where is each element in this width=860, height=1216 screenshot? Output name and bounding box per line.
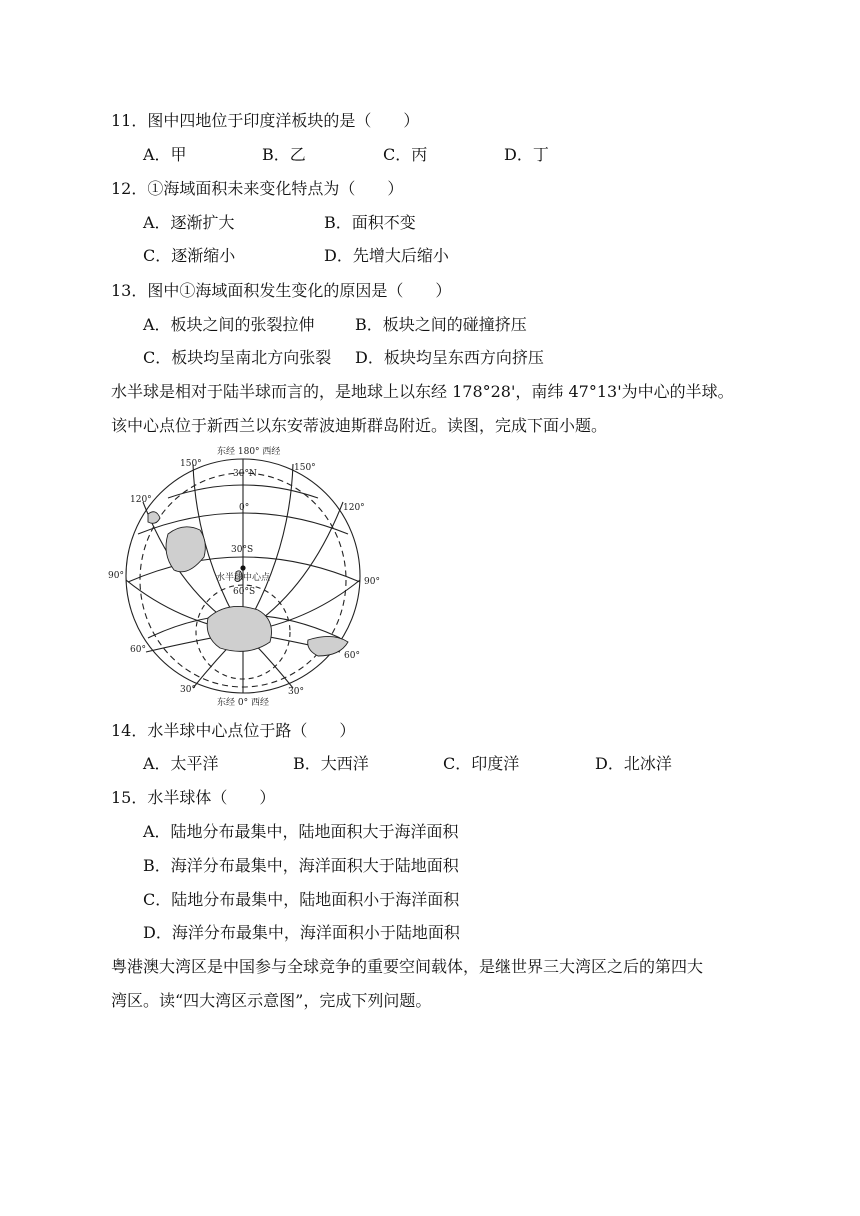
- q15-option-d: D．海洋分布最集中，海洋面积小于陆地面积: [143, 923, 460, 942]
- q14-option-d: D．北冰洋: [595, 754, 672, 773]
- q13-stem: 13．图中①海域面积发生变化的原因是（ ）: [111, 281, 452, 300]
- q15-stem: 15．水半球体（ ）: [111, 788, 276, 807]
- q13-option-a: A．板块之间的张裂拉伸: [143, 315, 315, 334]
- map-bottom-label: 东经 0° 西经: [217, 698, 269, 708]
- q13-option-d: D．板块均呈东西方向挤压: [355, 348, 544, 367]
- q12-option-c: C．逐渐缩小: [143, 246, 236, 265]
- q12-stem: 12．①海域面积未来变化特点为（ ）: [111, 179, 404, 198]
- australia-landmass: [166, 527, 205, 572]
- lon-label-60-left: 60°: [130, 645, 146, 655]
- lat-label-0: 0°: [239, 503, 250, 513]
- q14-option-a: A．太平洋: [143, 754, 219, 773]
- lat-label-60s: 60°S: [233, 587, 256, 597]
- south-america-tip-landmass: [308, 636, 348, 656]
- water-intro-line1: 水半球是相对于陆半球而言的，是地球上以东经 178°28'，南纬 47°13'为中心的半球。: [111, 382, 734, 401]
- bay-intro-line1: 粤港澳大湾区是中国参与全球竞争的重要空间载体，是继世界三大湾区之后的第四大: [111, 957, 704, 976]
- bay-intro-line2: 湾区。读“四大湾区示意图”，完成下列问题。: [111, 991, 432, 1010]
- lat-label-30s: 30°S: [231, 545, 254, 555]
- lon-label-90-right: 90°: [364, 577, 380, 587]
- q15-option-b: B．海洋分布最集中，海洋面积大于陆地面积: [143, 856, 459, 875]
- lon-label-30-left: 30°: [180, 685, 196, 695]
- q14-stem: 14．水半球中心点位于路（ ）: [111, 721, 356, 740]
- asia-islands-landmass: [148, 512, 160, 524]
- lon-label-150-left: 150°: [180, 459, 202, 469]
- water-hemisphere-center-label: 水半球中心点: [216, 573, 271, 583]
- q11-option-a: A．甲: [143, 145, 187, 164]
- q11-option-c: C．丙: [383, 145, 428, 164]
- q11-option-d: D．丁: [504, 145, 549, 164]
- water-hemisphere-map: [108, 442, 388, 710]
- q12-option-b: B．面积不变: [324, 213, 416, 232]
- water-hemisphere-center-dot: [240, 565, 245, 570]
- q12-option-a: A．逐渐扩大: [143, 213, 235, 232]
- lon-label-60-right: 60°: [344, 651, 360, 661]
- antarctica-landmass: [207, 606, 271, 651]
- q14-option-b: B．大西洋: [293, 754, 369, 773]
- map-top-label: 东经 180° 西经: [217, 447, 281, 457]
- q13-option-c: C．板块均呈南北方向张裂: [143, 348, 332, 367]
- lon-label-120-right: 120°: [343, 503, 365, 513]
- q11-option-b: B．乙: [262, 145, 306, 164]
- lon-label-30-right: 30°: [288, 687, 304, 697]
- lon-label-120-left: 120°: [130, 495, 152, 505]
- q12-option-d: D．先增大后缩小: [324, 246, 449, 265]
- lon-label-90-left: 90°: [108, 571, 124, 581]
- water-intro-line2: 该中心点位于新西兰以东安蒂波迪斯群岛附近。读图，完成下面小题。: [111, 416, 608, 435]
- q15-option-a: A．陆地分布最集中，陆地面积大于海洋面积: [143, 822, 459, 841]
- q11-stem: 11．图中四地位于印度洋板块的是（ ）: [111, 111, 420, 130]
- lon-label-150-right: 150°: [294, 463, 316, 473]
- q15-option-c: C．陆地分布最集中，陆地面积小于海洋面积: [143, 890, 460, 909]
- q13-option-b: B．板块之间的碰撞挤压: [355, 315, 527, 334]
- q14-option-c: C．印度洋: [443, 754, 520, 773]
- lat-label-30n: 30°N: [233, 469, 257, 479]
